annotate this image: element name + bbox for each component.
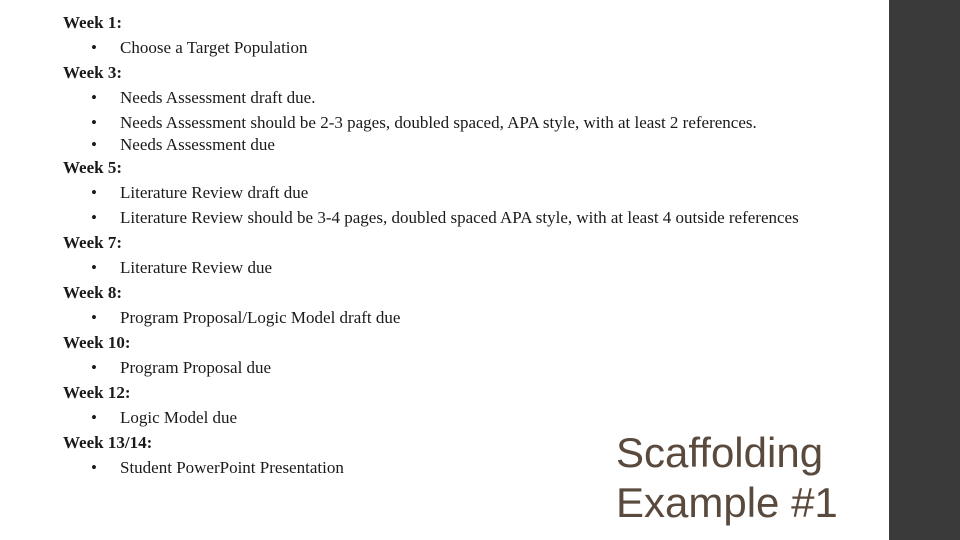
bullet-list <box>63 355 823 380</box>
list-item-text: Needs Assessment should be 2-3 pages, doubled spaced, APA style, with at least 2 references. <box>120 113 757 132</box>
week-heading: Week 10: <box>63 333 131 352</box>
bullet-icon: • <box>91 308 97 327</box>
bullet-icon: • <box>91 358 97 377</box>
bullet-list <box>63 405 823 430</box>
bullet-icon: • <box>91 408 97 427</box>
bullet-icon: • <box>91 135 97 154</box>
list-item-text: Literature Review draft due <box>120 183 309 202</box>
list-item-text: Program Proposal/Logic Model draft due <box>120 308 401 327</box>
bullet-icon: • <box>91 113 97 132</box>
week-heading: Week 13/14: <box>63 433 153 452</box>
bullet-icon: • <box>91 183 97 202</box>
bullet-icon: • <box>91 458 97 477</box>
bullet-list <box>63 85 823 155</box>
week-block <box>63 60 823 155</box>
list-item <box>63 180 823 205</box>
week-block <box>63 330 823 380</box>
list-item-text: Choose a Target Population <box>120 38 308 57</box>
week-heading: Week 12: <box>63 383 131 402</box>
list-item-text: Needs Assessment draft due. <box>120 88 316 107</box>
list-item-text: Literature Review due <box>120 258 272 277</box>
list-item <box>63 355 823 380</box>
bullet-list <box>63 180 823 230</box>
list-item <box>63 110 823 135</box>
list-item <box>63 255 823 280</box>
bullet-list <box>63 35 823 60</box>
list-item-text: Program Proposal due <box>120 358 272 377</box>
assignment-schedule <box>63 10 823 480</box>
week-block <box>63 10 823 60</box>
list-item <box>63 205 823 230</box>
week-heading: Week 8: <box>63 283 123 302</box>
slide-title <box>616 428 838 528</box>
week-heading: Week 1: <box>63 13 123 32</box>
bullet-list <box>63 305 823 330</box>
slide-title-line-1: Scaffolding <box>616 429 824 476</box>
list-item-text: Literature Review should be 3-4 pages, doubled spaced APA style, with at least 4 outside references <box>120 208 799 227</box>
week-block <box>63 380 823 430</box>
week-block <box>63 155 823 230</box>
bullet-icon: • <box>91 88 97 107</box>
week-block <box>63 280 823 330</box>
list-item <box>63 85 823 110</box>
list-item-text: Student PowerPoint Presentation <box>120 458 344 477</box>
slide-title-line-2: Example #1 <box>616 479 838 526</box>
decorative-sidebar <box>889 0 960 540</box>
list-item <box>63 305 823 330</box>
week-heading: Week 3: <box>63 63 123 82</box>
week-heading: Week 5: <box>63 158 123 177</box>
list-item <box>63 405 823 430</box>
bullet-icon: • <box>91 258 97 277</box>
week-heading: Week 7: <box>63 233 123 252</box>
list-item-text: Logic Model due <box>120 408 238 427</box>
bullet-icon: • <box>91 208 97 227</box>
bullet-icon: • <box>91 38 97 57</box>
list-item <box>63 135 823 155</box>
list-item <box>63 35 823 60</box>
list-item-text: Needs Assessment due <box>120 135 275 154</box>
bullet-list <box>63 255 823 280</box>
week-block <box>63 230 823 280</box>
